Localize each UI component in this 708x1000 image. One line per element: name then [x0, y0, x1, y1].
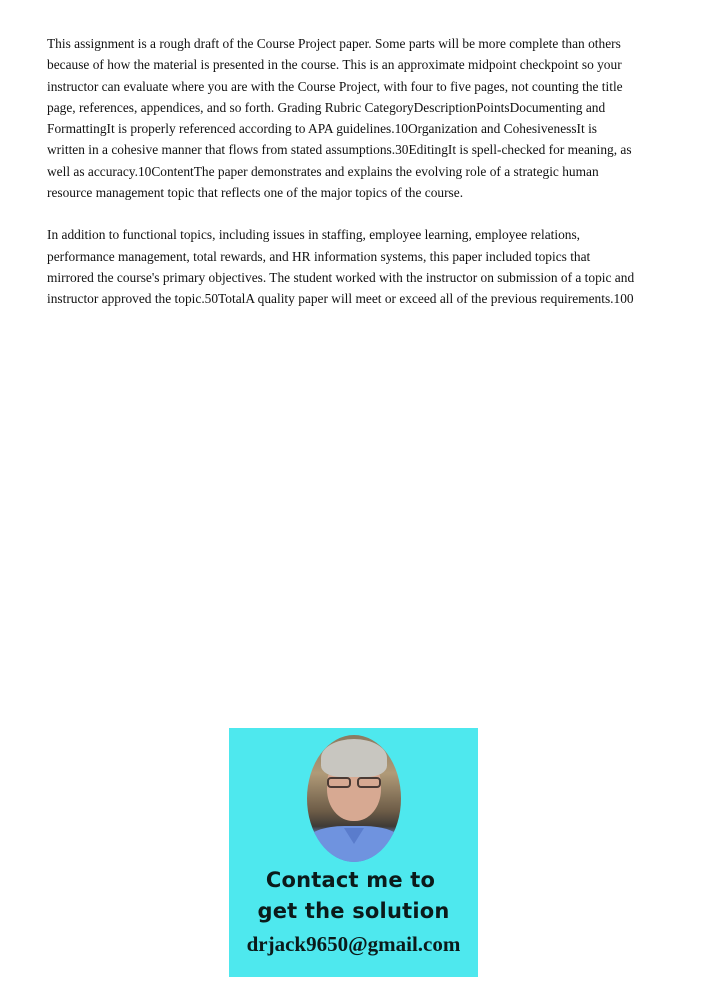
promo-heading-line2: get the solution [257, 899, 450, 923]
document-body [47, 33, 637, 310]
contact-promo-image [229, 728, 478, 977]
paragraph-assignment-rubric: This assignment is a rough draft of the Course Project paper. Some parts will be more complete than others because of how the material is presented in the course. This is an approximate midpoint checkpoint so your instructor can evaluate where you are with the Course Project, with four to five pages, not counting the title page, references, appendices, and so forth. Grading Rubric CategoryDescriptionPointsDocumenting and FormattingIt is properly referenced according to APA guidelines.10Organization and CohesivenessIt is written in a cohesive manner that flows from stated assumptions.30EditingIt is spell-checked for meaning, as well as accuracy.10ContentThe paper demonstrates and explains the evolving role of a strategic human resource management topic that reflects one of the major topics of the course. [47, 36, 632, 201]
paragraph-functional-topics: In addition to functional topics, including issues in staffing, employee learning, employee relations, performance management, total rewards, and HR information systems, this paper included topics that mirrored the course's primary objectives. The student worked with the instructor on submission of a topic and instructor approved the topic.50TotalA quality paper will meet or exceed all of the previous requirements.100 [47, 227, 635, 307]
hair-shape [321, 739, 387, 777]
promo-heading-line1: Contact me to [265, 868, 436, 892]
person-portrait-icon [307, 735, 401, 862]
promo-email: drjack9650@gmail.com [246, 932, 461, 956]
glasses-icon [325, 777, 383, 789]
